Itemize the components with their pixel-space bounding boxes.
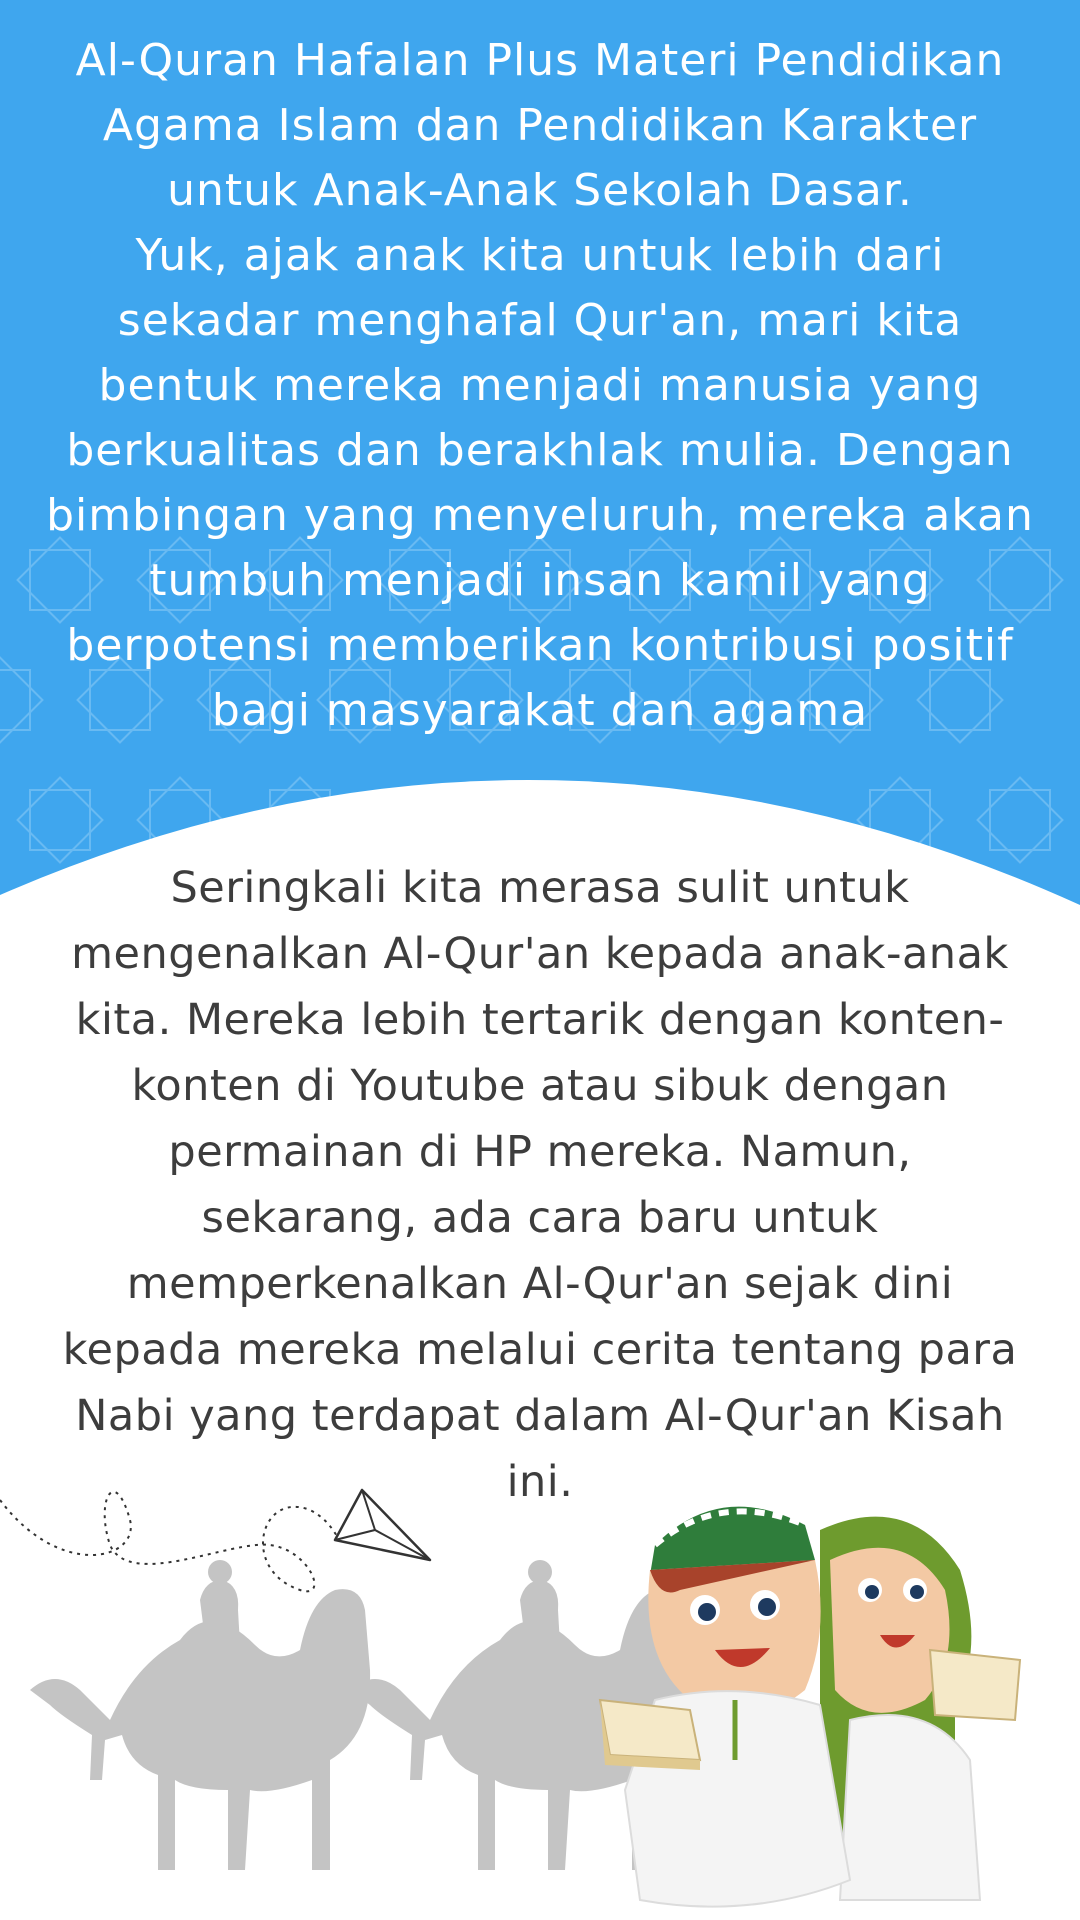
banner-invitation: Yuk, ajak anak kita untuk lebih dari sekadar menghafal Qur'an, mari kita bentuk mereka menjadi manusia yang berkualitas dan berakhlak mulia. Dengan bimbingan yang menyeluruh, mereka akan tumbuh menjadi insan kamil yang berpotensi memberikan kontribusi positif bagi masyarakat dan agama [46, 230, 1034, 736]
description-text: Seringkali kita merasa sulit untuk mengenalkan Al-Qur'an kepada anak-anak kita. Mereka lebih tertarik dengan konten-konten di Youtube atau sibuk dengan permainan di HP mereka. Namun, sekarang, ada cara baru untuk memperkenalkan Al-Qur'an sejak dini kepada mereka melalui cerita tentang para Nabi yang terdapat dalam Al-Qur'an Kisah ini. [62, 863, 1018, 1507]
banner-intro: Al-Quran Hafalan Plus Materi Pendidikan Agama Islam dan Pendidikan Karakter untuk Anak-Anak Sekolah Dasar. [75, 35, 1005, 216]
